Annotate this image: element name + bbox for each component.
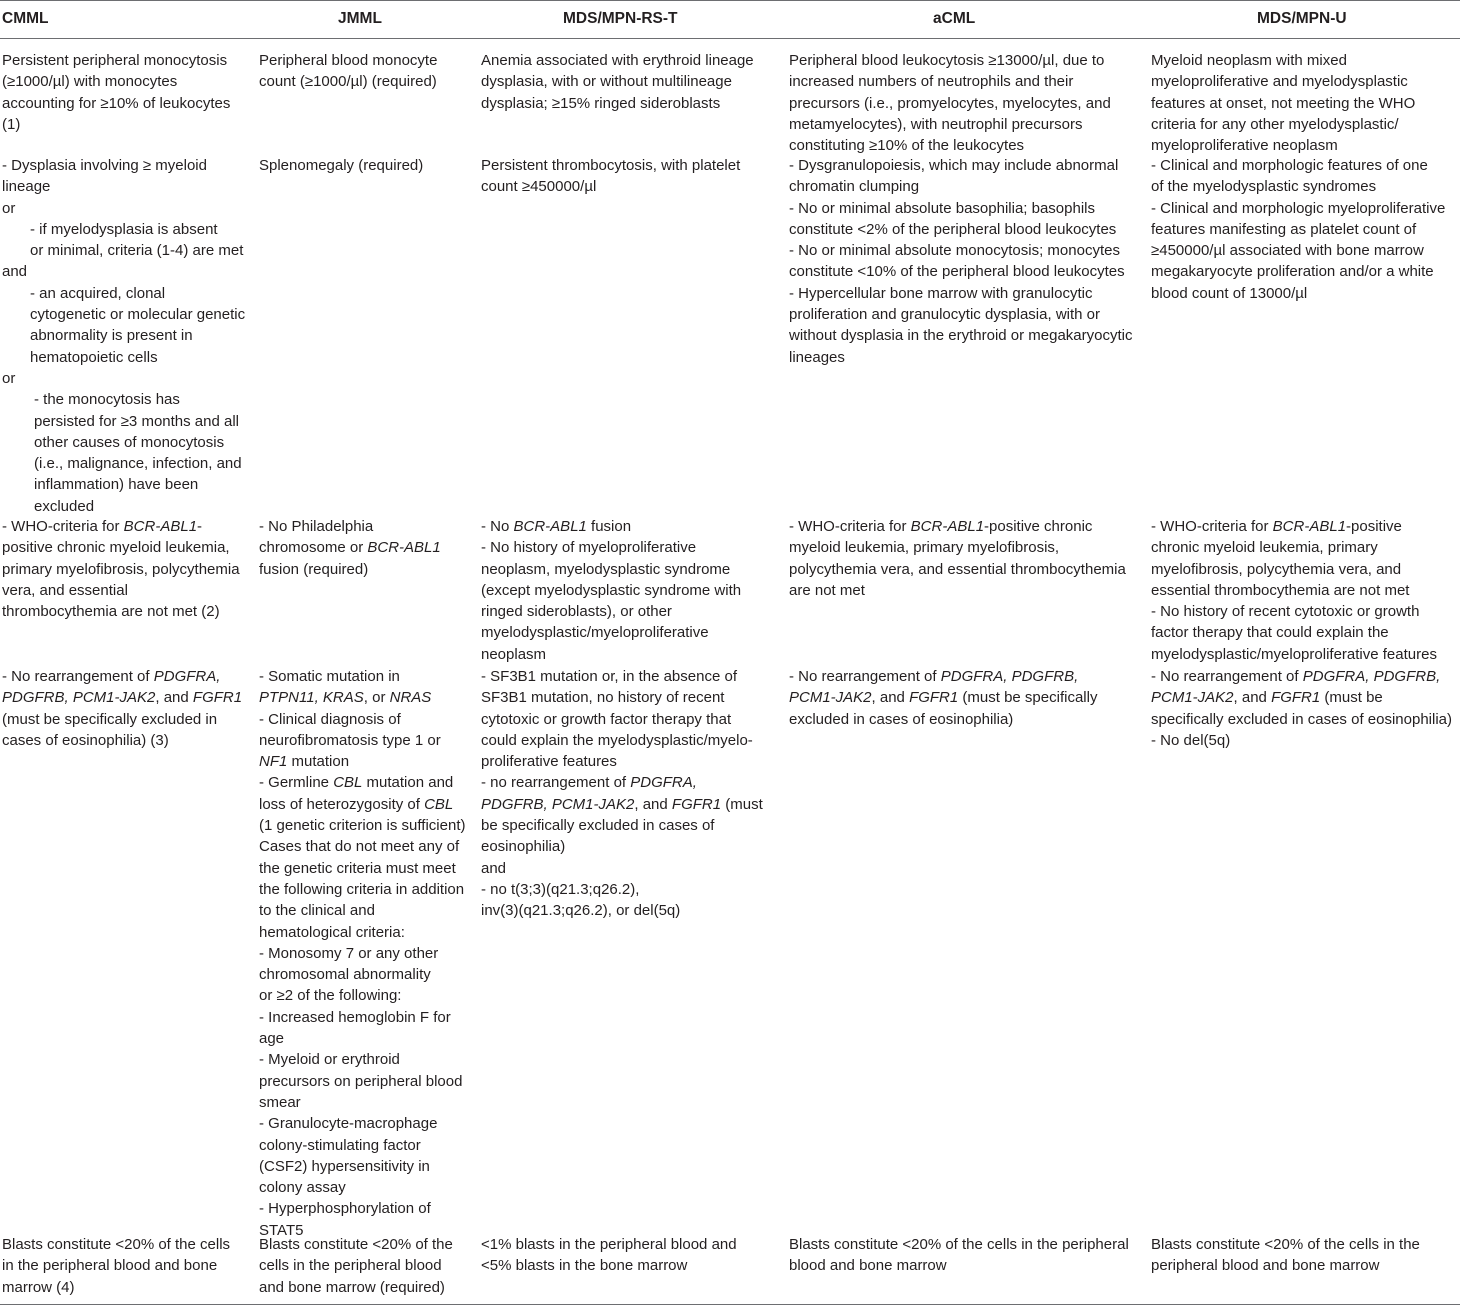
header-mds-mpn-u: MDS/MPN-U — [1257, 10, 1347, 27]
cell-line: - Hyperphosphorylation of — [259, 1200, 431, 1218]
cell-line: constitute <10% of the peripheral blood leukocytes — [789, 263, 1125, 281]
cell-line: - Monosomy 7 or any other — [259, 944, 439, 962]
cell-line: - WHO-criteria for BCR-ABL1- — [2, 518, 203, 535]
cell-line: NF1 mutation — [259, 753, 350, 771]
cell-line: cytogenetic or molecular genetic — [30, 306, 246, 324]
cell-line: features at onset, not meeting the WHO — [1151, 94, 1416, 112]
cell-line: polycythemia vera, and essential thrombocythemia — [789, 560, 1126, 578]
cell-line: - Myeloid or erythroid — [259, 1051, 400, 1069]
cell-line: essential thrombocythemia are not met — [1151, 581, 1410, 599]
cell-line: are not met — [789, 581, 865, 599]
cell-line: - Clinical diagnosis of — [259, 710, 401, 728]
cell-line: Persistent thrombocytosis, with platelet — [481, 157, 741, 174]
cell-line: metamyelocytes), with neutrophil precursors — [789, 115, 1083, 133]
cell-line: chromosomal abnormality — [259, 966, 431, 984]
cell-line: - if myelodysplasia is absent — [30, 220, 218, 238]
cell-line: PDGFRB, PCM1-JAK2, and FGFR1 (must — [481, 795, 763, 813]
cell-line: hematological criteria: — [259, 923, 405, 941]
cell-r1-jmml — [259, 155, 423, 176]
cell-r3-mds-mpn-u — [1151, 666, 1452, 751]
gene-name: FGFR1 — [1271, 689, 1321, 707]
cell-line: - No Philadelphia — [259, 518, 374, 535]
cell-line: smear — [259, 1093, 301, 1111]
cell-r4-cmml — [2, 1234, 230, 1298]
cell-line: vera, and essential — [2, 581, 128, 599]
cell-line: dysplasia, with or without multilineage — [481, 73, 732, 91]
header-rule — [0, 38, 1460, 39]
cell-r1-mds-mpn-u — [1151, 155, 1445, 304]
cell-line: precursors on peripheral blood — [259, 1072, 463, 1090]
cell-line: (1 genetic criterion is sufficient) — [259, 817, 466, 835]
cell-line: primary myelofibrosis, polycythemia — [2, 560, 240, 578]
cell-r4-acml — [789, 1234, 1129, 1277]
cell-line: and — [2, 263, 28, 281]
cell-line: eosinophilia) — [481, 838, 566, 856]
cell-line: - Clinical and morphologic features of one — [1151, 157, 1428, 174]
cell-line: marrow (4) — [2, 1278, 75, 1296]
gene-name: BCR-ABL1 — [1272, 518, 1347, 535]
bottom-rule — [0, 1304, 1460, 1305]
cell-line: ≥450000/µl associated with bone marrow — [1151, 242, 1424, 260]
cell-line: age — [259, 1030, 285, 1048]
gene-name: PDGFRB, PCM1-JAK2 — [2, 689, 156, 707]
cell-r4-mds-mpn-u — [1151, 1234, 1420, 1277]
cell-line: increased numbers of neutrophils and their — [789, 73, 1074, 91]
cell-line: loss of heterozygosity of CBL — [259, 795, 454, 813]
gene-name: PDGFRA, — [630, 774, 697, 792]
cell-line: could explain the myelodysplastic/myelo- — [481, 731, 753, 749]
cell-line: other causes of monocytosis — [34, 433, 225, 451]
gene-name: FGFR1 — [192, 689, 243, 707]
top-rule — [0, 0, 1460, 1]
cell-line: - No rearrangement of PDGFRA, — [2, 668, 221, 685]
cell-line: colony assay — [259, 1179, 346, 1197]
cell-line: Blasts constitute <20% of the cells in the — [1151, 1236, 1420, 1253]
cell-line: chromosome or BCR-ABL1 — [259, 539, 441, 557]
cell-line: excluded in cases of eosinophilia) — [789, 710, 1014, 728]
cell-line: dysplasia; ≥15% ringed sideroblasts — [481, 94, 721, 112]
cell-line: - no t(3;3)(q21.3;q26.2), — [481, 880, 640, 898]
cell-line: STAT5 — [259, 1221, 304, 1239]
cell-line: - Hypercellular bone marrow with granulocytic — [789, 284, 1093, 302]
cell-line: ringed sideroblasts), or other — [481, 603, 672, 621]
cell-line: SF3B1 mutation, no history of recent — [481, 689, 725, 707]
cell-line: abnormality is present in — [30, 327, 193, 345]
gene-name: FGFR1 — [671, 795, 722, 813]
cell-line: megakaryocyte proliferation and/or a white — [1151, 263, 1434, 281]
cell-line: hematopoietic cells — [30, 348, 158, 366]
cell-line: count ≥450000/µl — [481, 178, 597, 196]
cell-r2-acml — [789, 516, 1126, 601]
cell-line: Peripheral blood monocyte — [259, 52, 438, 69]
cell-line: neoplasm, myelodysplastic syndrome — [481, 560, 731, 578]
cell-line: myelodysplastic/myeloproliferative features — [1151, 645, 1437, 663]
cell-line: neurofibromatosis type 1 or — [259, 731, 441, 749]
gene-name: PDGFRB, PCM1-JAK2 — [481, 795, 635, 813]
cell-line: to the clinical and — [259, 902, 375, 920]
cell-line: peripheral blood and bone marrow — [1151, 1257, 1380, 1275]
cell-line: and — [481, 859, 507, 877]
cell-line: factor therapy that could explain the — [1151, 624, 1389, 642]
cell-line: - no rearrangement of PDGFRA, — [481, 774, 697, 792]
cell-r1-acml — [789, 155, 1133, 368]
cell-line: PDGFRB, PCM1-JAK2, and FGFR1 — [2, 689, 243, 707]
cell-line: excluded — [34, 497, 95, 515]
cell-line: myeloid leukemia, primary myelofibrosis, — [789, 539, 1060, 557]
cell-line: PCM1-JAK2, and FGFR1 (must be — [1151, 689, 1383, 707]
cell-line: inflammation) have been — [34, 476, 199, 494]
cell-r2-cmml — [2, 516, 240, 622]
cell-line: (must be specifically excluded in — [2, 710, 218, 728]
cell-line: or minimal, criteria (1-4) are met — [30, 242, 244, 260]
gene-name: PDGFRA, PDGFRB, — [940, 668, 1079, 685]
cell-line: proliferative features — [481, 753, 617, 771]
cell-line: the following criteria in addition — [259, 880, 465, 898]
cell-line: - No rearrangement of PDGFRA, PDGFRB, — [1151, 668, 1441, 685]
cell-line: - the monocytosis has — [34, 391, 180, 409]
cell-line: lineage — [2, 178, 51, 196]
cell-r0-mds-mpn-u — [1151, 50, 1415, 156]
gene-name: NF1 — [259, 753, 288, 771]
cell-r2-mds-mpn-u — [1151, 516, 1437, 665]
header-acml: aCML — [933, 10, 976, 27]
cell-line: PTPN11, KRAS, or NRAS — [259, 689, 432, 707]
cell-line: Blasts constitute <20% of the cells in the peripheral — [789, 1236, 1129, 1253]
cell-line: blood and bone marrow — [789, 1257, 947, 1275]
gene-name: PTPN11, KRAS — [259, 689, 364, 707]
cell-line: (1) — [2, 115, 21, 133]
cell-r3-jmml — [259, 666, 465, 1241]
gene-name: CBL — [333, 774, 363, 792]
cell-line: - Clinical and morphologic myeloproliferative — [1151, 199, 1446, 217]
gene-name: PDGFRA, PDGFRB, — [1302, 668, 1441, 685]
cell-line: (i.e., malignance, infection, and — [34, 455, 242, 473]
cell-line: criteria for any other myelodysplastic/ — [1151, 115, 1399, 133]
gene-name: PCM1-JAK2 — [1151, 689, 1234, 707]
cell-line: thrombocythemia are not met (2) — [2, 603, 220, 621]
cell-line: fusion (required) — [259, 560, 369, 578]
cell-line: (CSF2) hypersensitivity in — [259, 1157, 430, 1175]
cell-line: blood count of 13000/µl — [1151, 284, 1308, 302]
cell-line: Splenomegaly (required) — [259, 157, 424, 174]
cell-r4-mds-mpn-rs-t — [481, 1234, 737, 1277]
cell-line: - SF3B1 mutation or, in the absence of — [481, 668, 737, 685]
cell-line: cases of eosinophilia) (3) — [2, 731, 169, 749]
cell-line: Anemia associated with erythroid lineage — [481, 52, 754, 69]
cell-line: <1% blasts in the peripheral blood and — [481, 1236, 737, 1253]
cell-line: <5% blasts in the bone marrow — [481, 1257, 688, 1275]
cell-line: - No BCR-ABL1 fusion — [481, 518, 632, 535]
cell-r0-cmml — [2, 50, 230, 135]
gene-name: CBL — [424, 795, 454, 813]
cell-line: Peripheral blood leukocytosis ≥13000/µl, due to — [789, 52, 1105, 69]
cell-line: (except myelodysplastic syndrome with — [481, 581, 742, 599]
cell-r0-mds-mpn-rs-t — [481, 50, 754, 114]
cell-line: features manifesting as platelet count of — [1151, 220, 1417, 238]
cell-line: or ≥2 of the following: — [259, 987, 402, 1005]
gene-name: BCR-ABL1 — [910, 518, 985, 535]
cell-line: cytotoxic or growth factor therapy that — [481, 710, 732, 728]
cell-line: myelofibrosis, polycythemia vera, and — [1151, 560, 1402, 578]
cell-line: without dysplasia in the erythroid or megakaryocytic — [789, 327, 1133, 345]
cell-r1-mds-mpn-rs-t — [481, 155, 740, 198]
cell-line: - WHO-criteria for BCR-ABL1-positive chronic — [789, 518, 1093, 535]
cell-line: PCM1-JAK2, and FGFR1 (must be specifically — [789, 689, 1098, 707]
cell-line: persisted for ≥3 months and all — [34, 412, 240, 430]
cell-line: - No history of myeloproliferative — [481, 539, 697, 557]
header-cmml: CMML — [2, 10, 49, 27]
cell-line: - No del(5q) — [1151, 731, 1231, 749]
cell-line: constitute <2% of the peripheral blood leukocytes — [789, 220, 1117, 238]
cell-line: positive chronic myeloid leukemia, — [2, 539, 230, 557]
cell-line: myelodysplastic/myeloproliferative — [481, 624, 709, 642]
cell-r3-mds-mpn-rs-t — [481, 666, 763, 922]
cell-r1-cmml — [2, 155, 245, 517]
cell-r4-jmml — [259, 1234, 453, 1298]
cell-r3-cmml — [2, 666, 242, 751]
cell-line: precursors (i.e., promyelocytes, myelocytes, and — [789, 94, 1111, 112]
cell-r3-acml — [789, 666, 1097, 730]
gene-name: BCR-ABL1 — [513, 518, 587, 535]
cell-line: myeloproliferative and myelodysplastic — [1151, 73, 1408, 91]
cell-line: cells in the peripheral blood — [259, 1257, 442, 1275]
cell-line: - Increased hemoglobin F for — [259, 1008, 451, 1026]
cell-line: accounting for ≥10% of leukocytes — [2, 94, 231, 112]
cell-line: Myeloid neoplasm with mixed — [1151, 52, 1347, 69]
cell-line: chronic myeloid leukemia, primary — [1151, 539, 1378, 557]
cell-r0-jmml — [259, 50, 437, 93]
cell-r2-jmml — [259, 516, 441, 580]
gene-name: FGFR1 — [909, 689, 959, 707]
header-mds-mpn-rs-t: MDS/MPN-RS-T — [563, 10, 678, 27]
cell-line: inv(3)(q21.3;q26.2), or del(5q) — [481, 902, 681, 920]
cell-line: proliferation and granulocytic dysplasia, with or — [789, 306, 1100, 324]
cell-line: Persistent peripheral monocytosis — [2, 52, 228, 69]
cell-line: colony-stimulating factor — [259, 1136, 421, 1154]
cell-line: - No rearrangement of PDGFRA, PDGFRB, — [789, 668, 1079, 685]
header-jmml: JMML — [338, 10, 382, 27]
cell-line: Blasts constitute <20% of the cells — [2, 1236, 231, 1253]
cell-r0-acml — [789, 50, 1111, 156]
cell-line: myeloproliferative neoplasm — [1151, 137, 1338, 155]
gene-name: PDGFRA, — [153, 668, 221, 685]
cell-line: lineages — [789, 348, 845, 366]
cell-line: of the myelodysplastic syndromes — [1151, 178, 1377, 196]
cell-line: - Somatic mutation in — [259, 668, 400, 685]
cell-line: Cases that do not meet any of — [259, 838, 460, 856]
cell-line: Blasts constitute <20% of the — [259, 1236, 453, 1253]
cell-line: - No or minimal absolute monocytosis; monocytes — [789, 242, 1120, 260]
cell-line: neoplasm — [481, 645, 547, 663]
cell-line: be specifically excluded in cases of — [481, 817, 715, 835]
cell-line: - Dysgranulopoiesis, which may include abnormal — [789, 157, 1119, 174]
cell-line: - No or minimal absolute basophilia; basophils — [789, 199, 1095, 217]
gene-name: PCM1-JAK2 — [789, 689, 872, 707]
cell-line: - Granulocyte-macrophage — [259, 1115, 438, 1133]
cell-line: constituting ≥10% of the leukocytes — [789, 137, 1025, 155]
cell-line: - Germline CBL mutation and — [259, 774, 454, 792]
cell-line: - an acquired, clonal — [30, 284, 166, 302]
cell-line: - WHO-criteria for BCR-ABL1-positive — [1151, 518, 1402, 535]
gene-name: NRAS — [389, 689, 432, 707]
cell-line: - Dysplasia involving ≥ myeloid — [2, 157, 207, 174]
cell-line: or — [2, 199, 16, 217]
cell-line: and bone marrow (required) — [259, 1278, 445, 1296]
cell-line: chromatin clumping — [789, 178, 920, 196]
cell-line: (≥1000/µl) with monocytes — [2, 73, 178, 91]
cell-line: count (≥1000/µl) (required) — [259, 73, 437, 91]
cell-line: the genetic criteria must meet — [259, 859, 456, 877]
cell-line: or — [2, 369, 16, 387]
cell-r2-mds-mpn-rs-t — [481, 516, 741, 665]
cell-line: specifically excluded in cases of eosinophilia) — [1151, 710, 1452, 728]
gene-name: BCR-ABL1 — [367, 539, 441, 557]
gene-name: BCR-ABL1 — [123, 518, 198, 535]
cell-line: - No history of recent cytotoxic or growth — [1151, 603, 1420, 621]
cell-line: in the peripheral blood and bone — [2, 1257, 218, 1275]
